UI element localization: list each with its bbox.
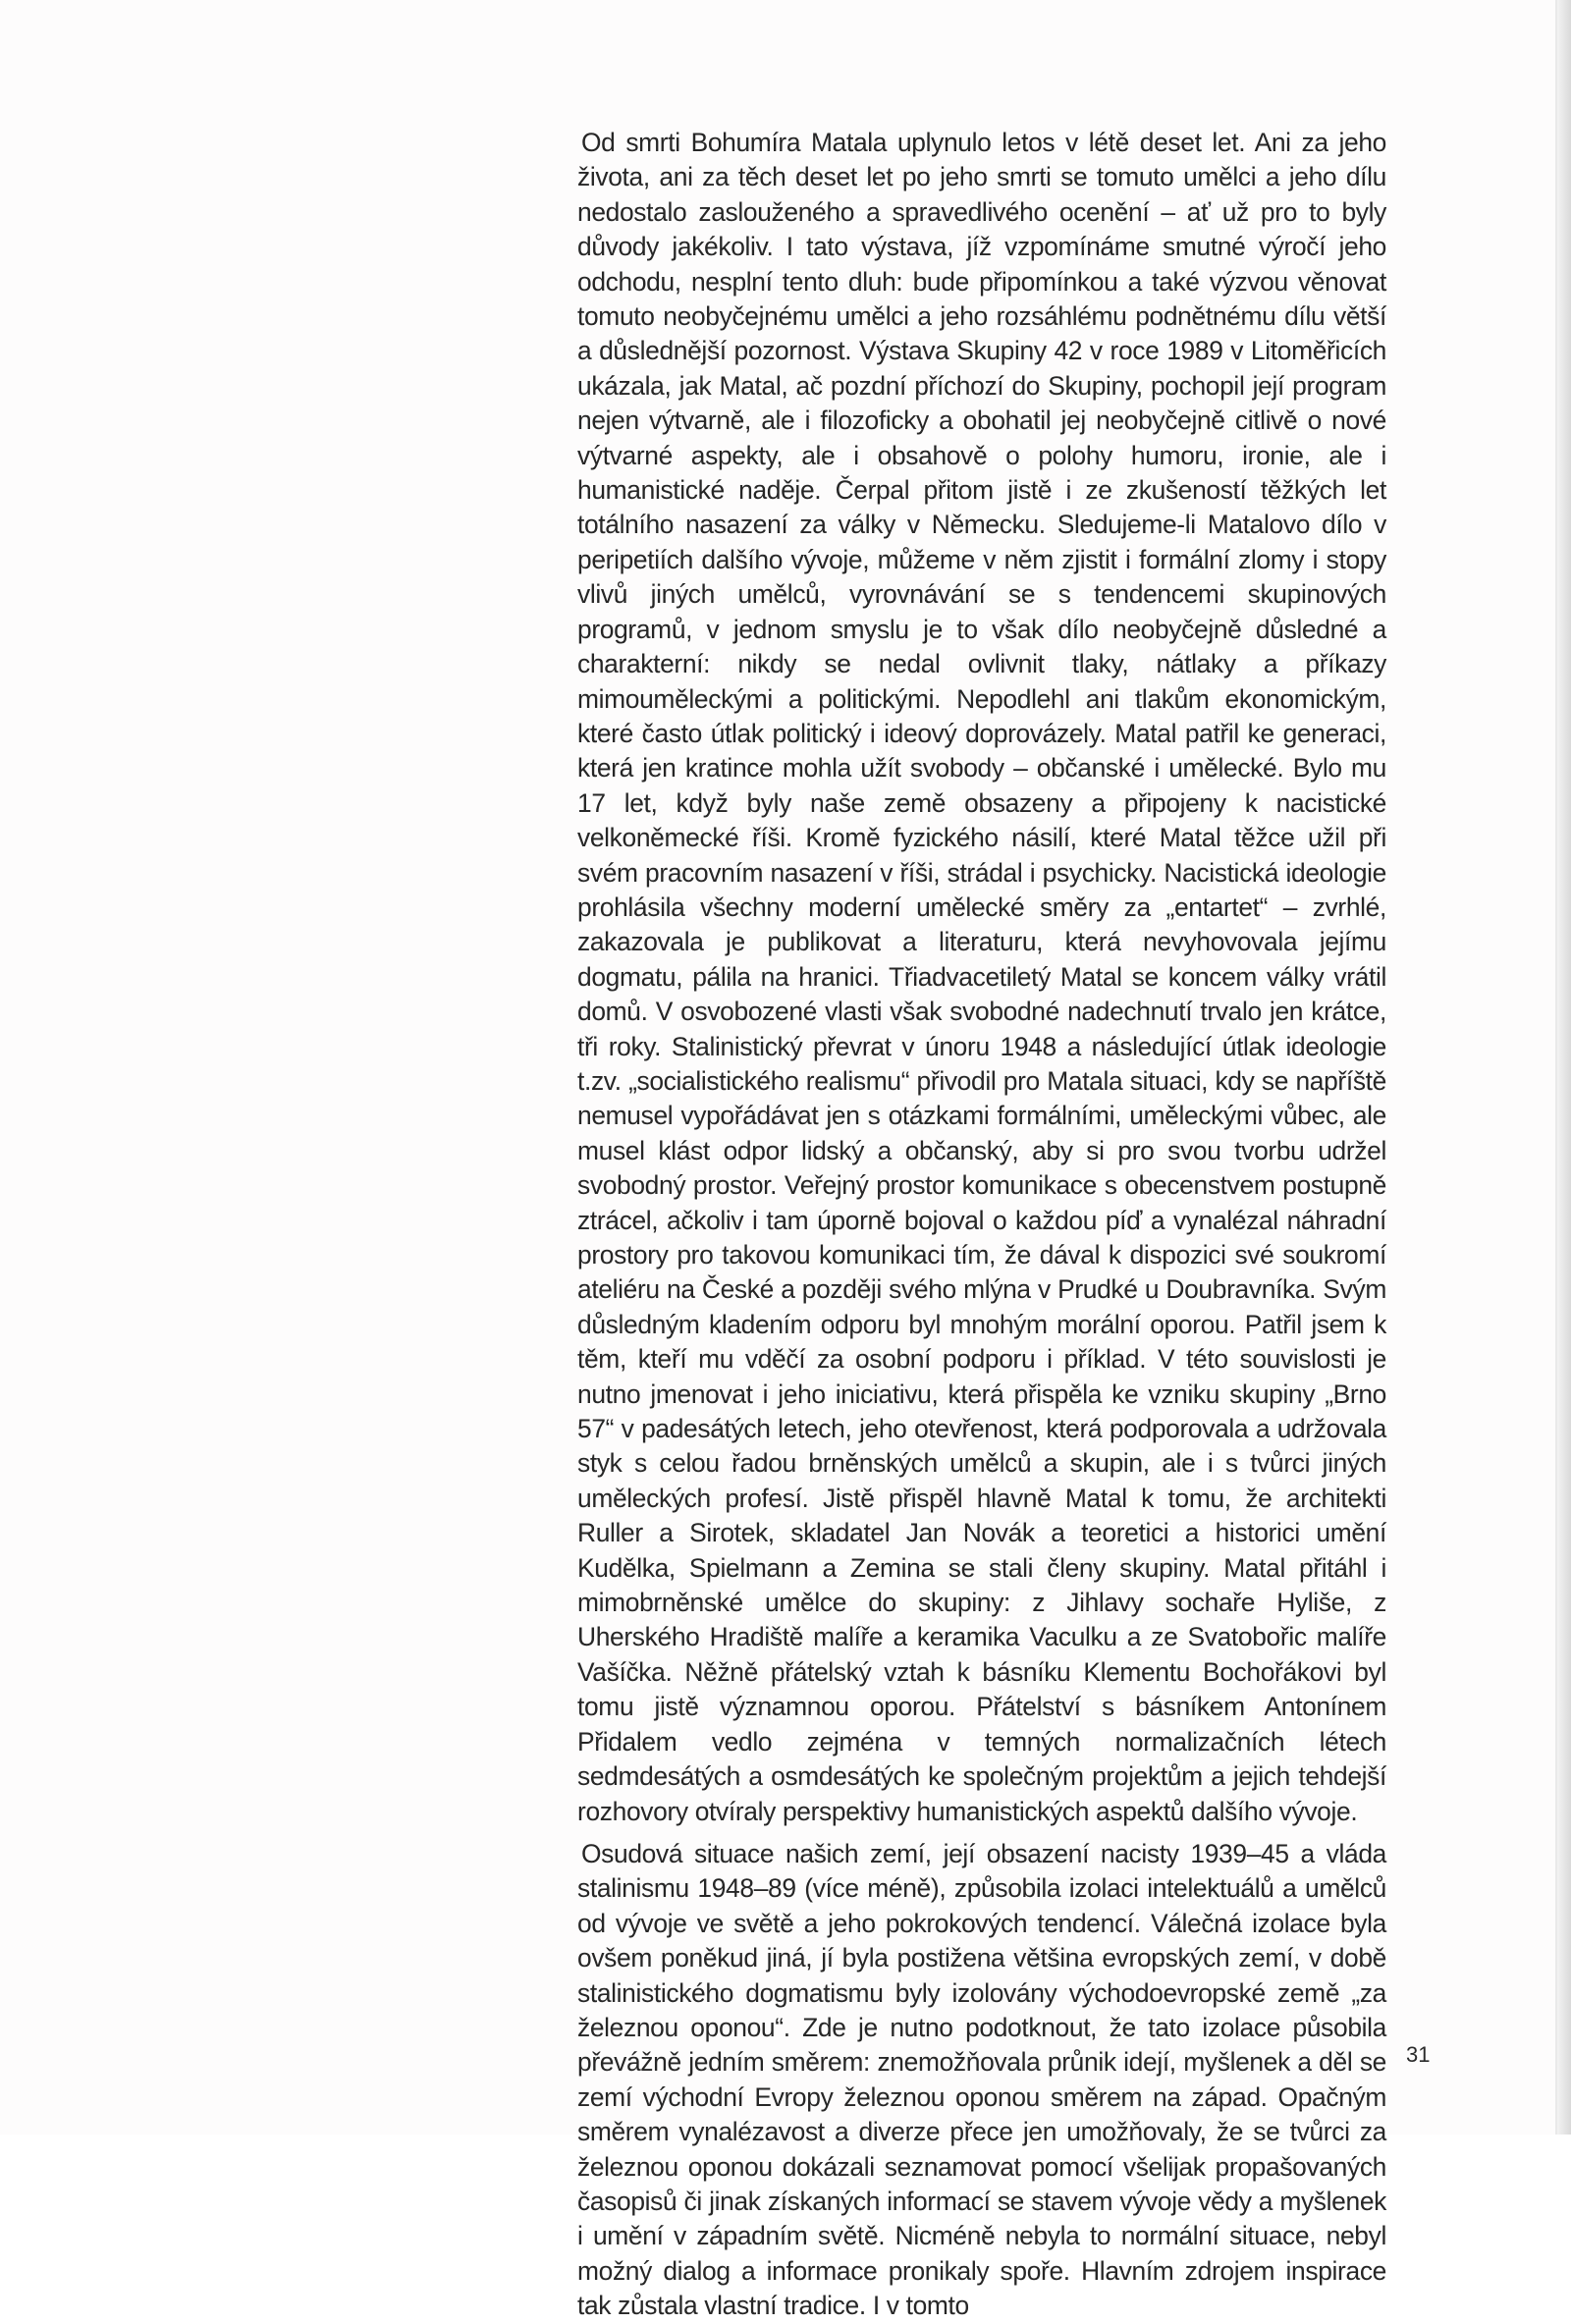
article-body <box>577 126 1386 2324</box>
page-edge-shadow <box>1557 0 1571 2135</box>
paragraph-2: Osudová situace našich zemí, její obsazení nacisty 1939–45 a vláda stalinismu 1948–89 (více méně), způsobila izolaci intelektuálů a umělců od vývoje ve světě a jeho pokrokových tendencí. Válečná izolace byla ovšem poněkud jiná, jí byla postižena většina evropských zemí, v době stalinistického dogmatismu byly izolovány východoevropské země „za železnou oponou“. Zde je nutno podotknout, že tato izolace působila převážně jedním směrem: znemožňovala průnik idejí, myšlenek a děl se zemí východní Evropy železnou oponou směrem na západ. Opačným směrem vynalézavost a diverze přece jen umožňovaly, že se tvůrci za železnou oponou dokázali seznamovat pomocí všelijak propašovaných časopisů či jinak získaných informací se stavem vývoje vědy a myšlenek i umění v západním světě. Nicméně nebyla to normální situace, nebyl možný dialog a informace pronikaly spoře. Hlavním zdrojem inspirace tak zůstala vlastní tradice. I v tomto <box>577 1838 1386 2321</box>
paragraph-1: Od smrti Bohumíra Matala uplynulo letos v létě deset let. Ani za jeho života, ani za těch deset let po jeho smrti se tomuto umělci a jeho dílu nedostalo zaslouženého a spravedlivého ocenění – ať už pro to byly důvody jakékoliv. I tato výstava, jíž vzpomínáme smutné výročí jeho odchodu, nesplní tento dluh: bude připomínkou a také výzvou věnovat tomuto neobyčejnému umělci a jeho rozsáhlému podnětnému dílu větší a důslednější pozornost. Výstava Skupiny 42 v roce 1989 v Litoměřicích ukázala, jak Matal, ač pozdní příchozí do Skupiny, pochopil její program nejen výtvarně, ale i filozoficky a obohatil jej neobyčejně citlivě o nové výtvarné aspekty, ale i obsahově o polohy humoru, ironie, ale i humanistické naděje. Čerpal přitom jistě i ze zkušeností těžkých let totálního nasazení za války v Německu. Sledujeme-li Matalovo dílo v peripetiích dalšího vývoje, můžeme v něm zjistit i formální zlomy i stopy vlivů jiných umělců, vyrovnávání se s tendencemi skupinových programů, v jednom smyslu je to však dílo neobyčejně důsledné a charakterní: nikdy se nedal ovlivnit tlaky, nátlaky a příkazy mimouměleckými a politickými. Nepodlehl ani tlakům ekonomickým, které často útlak politický i ideový doprovázely. Matal patřil ke generaci, která jen kratince mohla užít svobody – občanské i umělecké. Bylo mu 17 let, když byly naše země obsazeny a připojeny k nacistické velkoněmecké říši. Kromě fyzického násilí, které Matal těžce užil při svém pracovním nasazení v říši, strádal i psychicky. Nacistická ideologie prohlásila všechny moderní umělecké směry za „entartet“ – zvrhlé, zakazovala je publikovat a literaturu, která nevyhovovala jejímu dogmatu, pálila na hranici. Třiadvacetiletý Matal se koncem války vrátil domů. V osvobozené vlasti však svobodné nadechnutí trvalo jen krátce, tři roky. Stalinistický převrat v únoru 1948 a následující útlak ideologie t.zv. „socialistického realismu“ přivodil pro Matala situaci, kdy se napříště nemusel vypořádávat jen s otázkami formálními, uměleckými vůbec, ale musel klást odpor lidský a občanský, aby si pro svou tvorbu udržel svobodný prostor. Veřejný prostor komunikace s obecenstvem postupně ztrácel, ačkoliv i tam úporně bojoval o každou píď a vynalézal náhradní prostory pro takovou komunikaci tím, že dával k dispozici své soukromí ateliéru na České a později svého mlýna v Prudké u Doubravníka. Svým důsledným kladením odporu byl mnohým morální oporou. Patřil jsem k těm, kteří mu vděčí za osobní podporu i příklad. V této souvislosti je nutno jmenovat i jeho iniciativu, která přispěla ke vzniku skupiny „Brno 57“ v padesátých letech, jeho otevřenost, která podporovala a udržovala styk s celou řadou brněnských umělců a skupin, ale i s tvůrci jiných uměleckých profesí. Jistě přispěl hlavně Matal k tomu, že architekti Ruller a Sirotek, skladatel Jan Novák a teoretici a historici umění Kudělka, Spielmann a Zemina se stali členy skupiny. Matal přitáhl i mimobrněnské umělce do skupiny: z Jihlavy sochaře Hyliše, z Uherského Hradiště malíře a keramika Vaculku a ze Svatobořic malíře Vašíčka. Něžně přátelský vztah k básníku Klementu Bochořákovi byl tomu jistě významnou oporou. Přátelství s básníkem Antonínem Přidalem vedlo zejména v temných normalizačních létech sedmdesátých a osmdesátých ke společným projektům a jejich tehdejší rozhovory otvíraly perspektivy humanistických aspektů dalšího vývoje. <box>577 128 1386 1826</box>
page-number: 31 <box>1406 2042 1431 2067</box>
